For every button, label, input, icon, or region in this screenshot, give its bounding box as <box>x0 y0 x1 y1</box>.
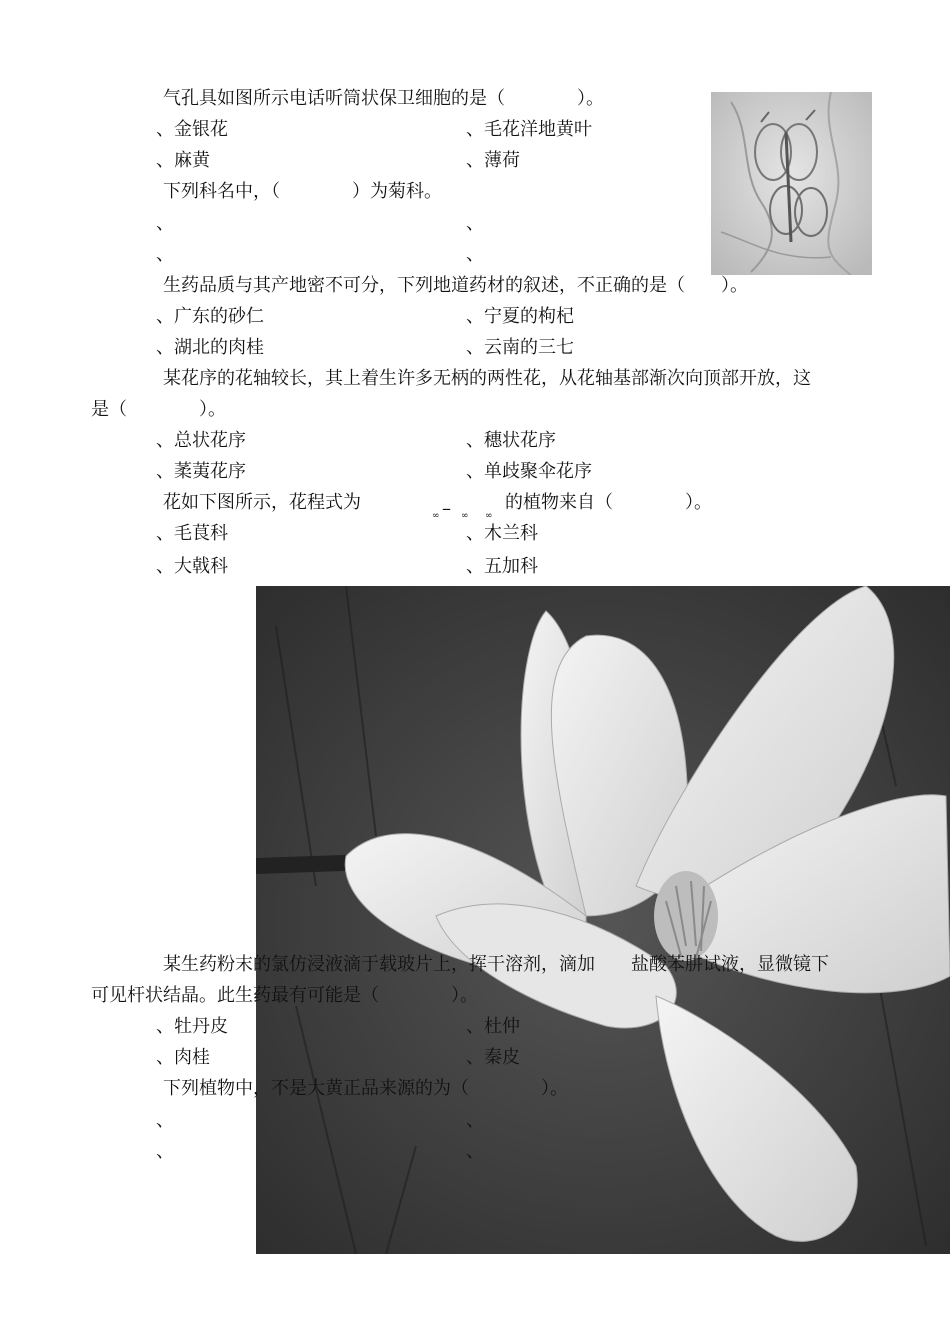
q3-option-b: 、宁夏的枸杞 <box>466 306 574 327</box>
q4-option-c: 、葇荑花序 <box>156 461 246 482</box>
q7-stem: 下列植物中，不是大黄正品来源的为（ ）。 <box>163 1078 568 1099</box>
q6-stem-line2: 可见杆状结晶。此生药最有可能是（ ）。 <box>91 985 478 1006</box>
q7-option-b: 、 <box>466 1110 484 1131</box>
stomata-micrograph <box>711 92 872 275</box>
q6-option-d: 、秦皮 <box>466 1047 520 1068</box>
q2-option-a: 、 <box>156 213 174 234</box>
q1-option-a: 、金银花 <box>156 119 228 140</box>
q3-option-c: 、湖北的肉桂 <box>156 337 264 358</box>
q2-option-d: 、 <box>466 244 484 265</box>
q7-option-a: 、 <box>156 1110 174 1131</box>
q1-option-b: 、毛花洋地黄叶 <box>466 119 592 140</box>
q4-stem-line1: 某花序的花轴较长，其上着生许多无柄的两性花，从花轴基部渐次向顶部开放，这 <box>163 368 811 389</box>
q3-option-d: 、云南的三七 <box>466 337 574 358</box>
flower-formula-sub2: ∞ <box>461 511 469 521</box>
magnolia-flower-photo <box>256 586 950 1254</box>
q1-option-c: 、麻黄 <box>156 150 210 171</box>
flower-formula-dash: – <box>442 498 451 519</box>
q5-option-a: 、毛茛科 <box>156 523 228 544</box>
q7-option-d: 、 <box>466 1141 484 1162</box>
q6-option-b: 、杜仲 <box>466 1016 520 1037</box>
q2-stem: 下列科名中，（ ）为菊科。 <box>163 181 442 202</box>
q4-option-d: 、单歧聚伞花序 <box>466 461 592 482</box>
q6-option-c: 、肉桂 <box>156 1047 210 1068</box>
flower-formula-sub3: ∞ <box>485 511 493 521</box>
q1-stem: 气孔具如图所示电话听筒状保卫细胞的是（ ）。 <box>163 88 604 109</box>
q4-option-b: 、穗状花序 <box>466 430 556 451</box>
q3-stem: 生药品质与其产地密不可分，下列地道药材的叙述，不正确的是（ ）。 <box>163 275 748 296</box>
q2-option-c: 、 <box>156 244 174 265</box>
q5-option-d: 、五加科 <box>466 556 538 577</box>
q2-option-b: 、 <box>466 213 484 234</box>
q4-stem-line2: 是（ ）。 <box>91 399 226 420</box>
flower-formula-sub1: ∞ <box>432 511 440 521</box>
q5-option-c: 、大戟科 <box>156 556 228 577</box>
q3-option-a: 、广东的砂仁 <box>156 306 264 327</box>
q6-option-a: 、牡丹皮 <box>156 1016 228 1037</box>
q5-option-b: 、木兰科 <box>466 523 538 544</box>
q5-stem-after: 的植物来自（ ）。 <box>505 492 712 513</box>
q7-option-c: 、 <box>156 1141 174 1162</box>
q6-stem-line1: 某生药粉末的氯仿浸液滴于载玻片上，挥干溶剂，滴加 盐酸苯肼试液，显微镜下 <box>163 954 829 975</box>
q4-option-a: 、总状花序 <box>156 430 246 451</box>
q1-option-d: 、薄荷 <box>466 150 520 171</box>
q5-stem-before: 花如下图所示，花程式为 <box>163 492 361 513</box>
